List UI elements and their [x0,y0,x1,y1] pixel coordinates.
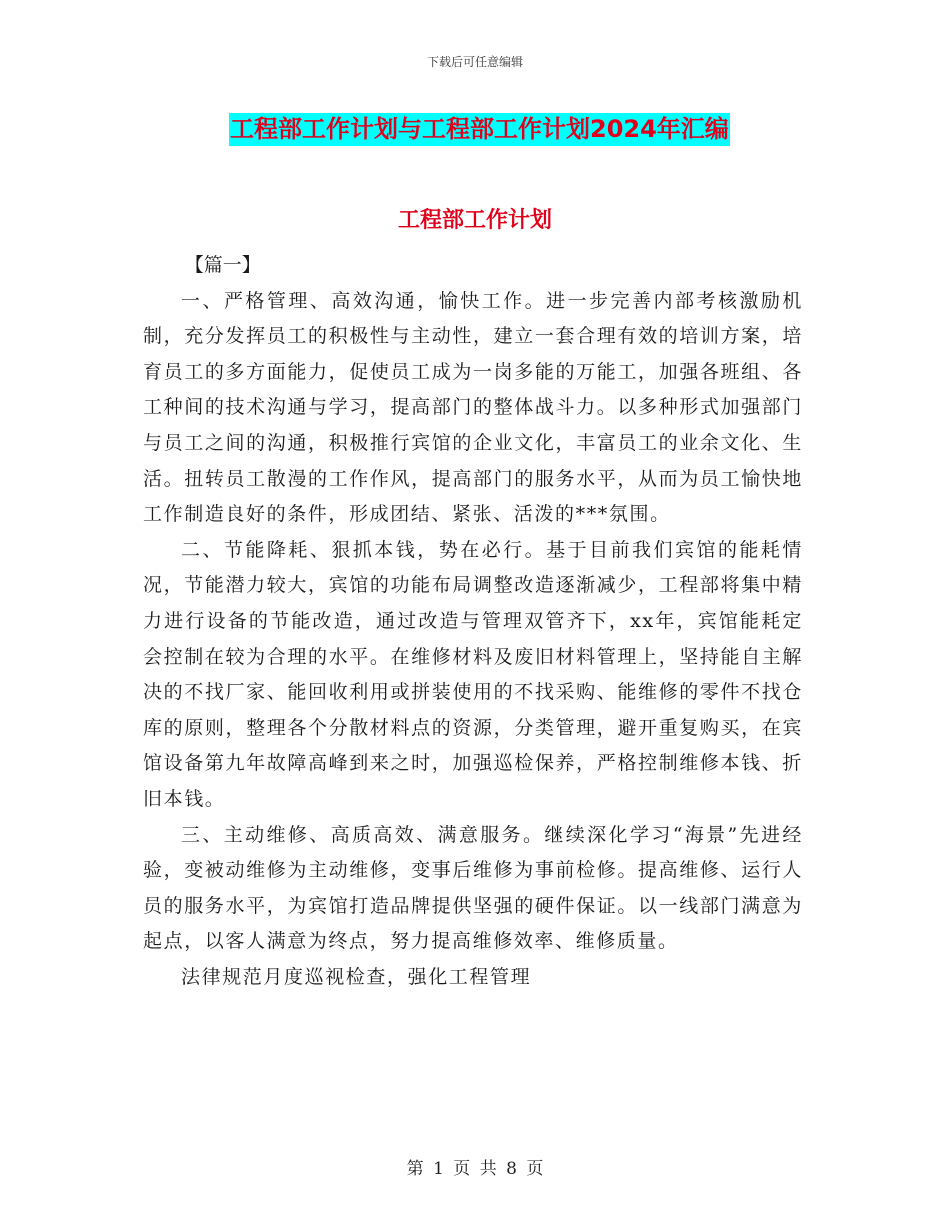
paragraph-1: 一、严格管理、高效沟通，愉快工作。进一步完善内部考核激励机制，充分发挥员工的积极性与主动性，建立一套合理有效的培训方案，培育员工的多方面能力，促使员工成为一岗多能的万能工，加强各班组、各工种间的技术沟通与学习，提高部门的整体战斗力。以多种形式加强部门与员工之间的沟通，积极推行宾馆的企业文化，丰富员工的业余文化、生活。扭转员工散漫的工作作风，提高部门的服务水平，从而为员工愉快地工作制造良好的条件，形成团结、紧张、活泼的***氛围。 [143,289,803,526]
paragraph-3: 三、主动维修、高质高效、满意服务。继续深化学习“海景”先进经验，变被动维修为主动维修，变事后维修为事前检修。提高维修、运行人员的服务水平，为宾馆打造品牌提供坚强的硬件保证。以一线部门满意为起点，以客人满意为终点，努力提高维修效率、维修质量。 [143,823,803,953]
paragraph-2: 二、节能降耗、狠抓本钱，势在必行。基于目前我们宾馆的能耗情况，节能潜力较大，宾馆的功能布局调整改造逐渐减少，工程部将集中精力进行设备的节能改造，通过改造与管理双管齐下，xx年，宾馆能耗定会控制在较为合理的水平。在维修材料及废旧材料管理上，坚持能自主解决的不找厂家、能回收利用或拼装使用的不找采购、能维修的零件不找仓库的原则，整理各个分散材料点的资源，分类管理，避开重复购买，在宾馆设备第九年故障高峰到来之时，加强巡检保养，严格控制维修本钱、折旧本钱。 [143,538,803,810]
document-title: 工程部工作计划与工程部工作计划2024年汇编 [229,113,730,146]
part-label: 【篇一】 [184,254,261,276]
section-title: 工程部工作计划 [397,208,552,233]
body-text [143,248,803,995]
header-note: 下载后可任意编辑 [426,55,523,69]
paragraph-4: 法律规范月度巡视检查，强化工程管理 [181,965,532,988]
page-footer: 第 1 页 共 8 页 [406,1159,544,1179]
